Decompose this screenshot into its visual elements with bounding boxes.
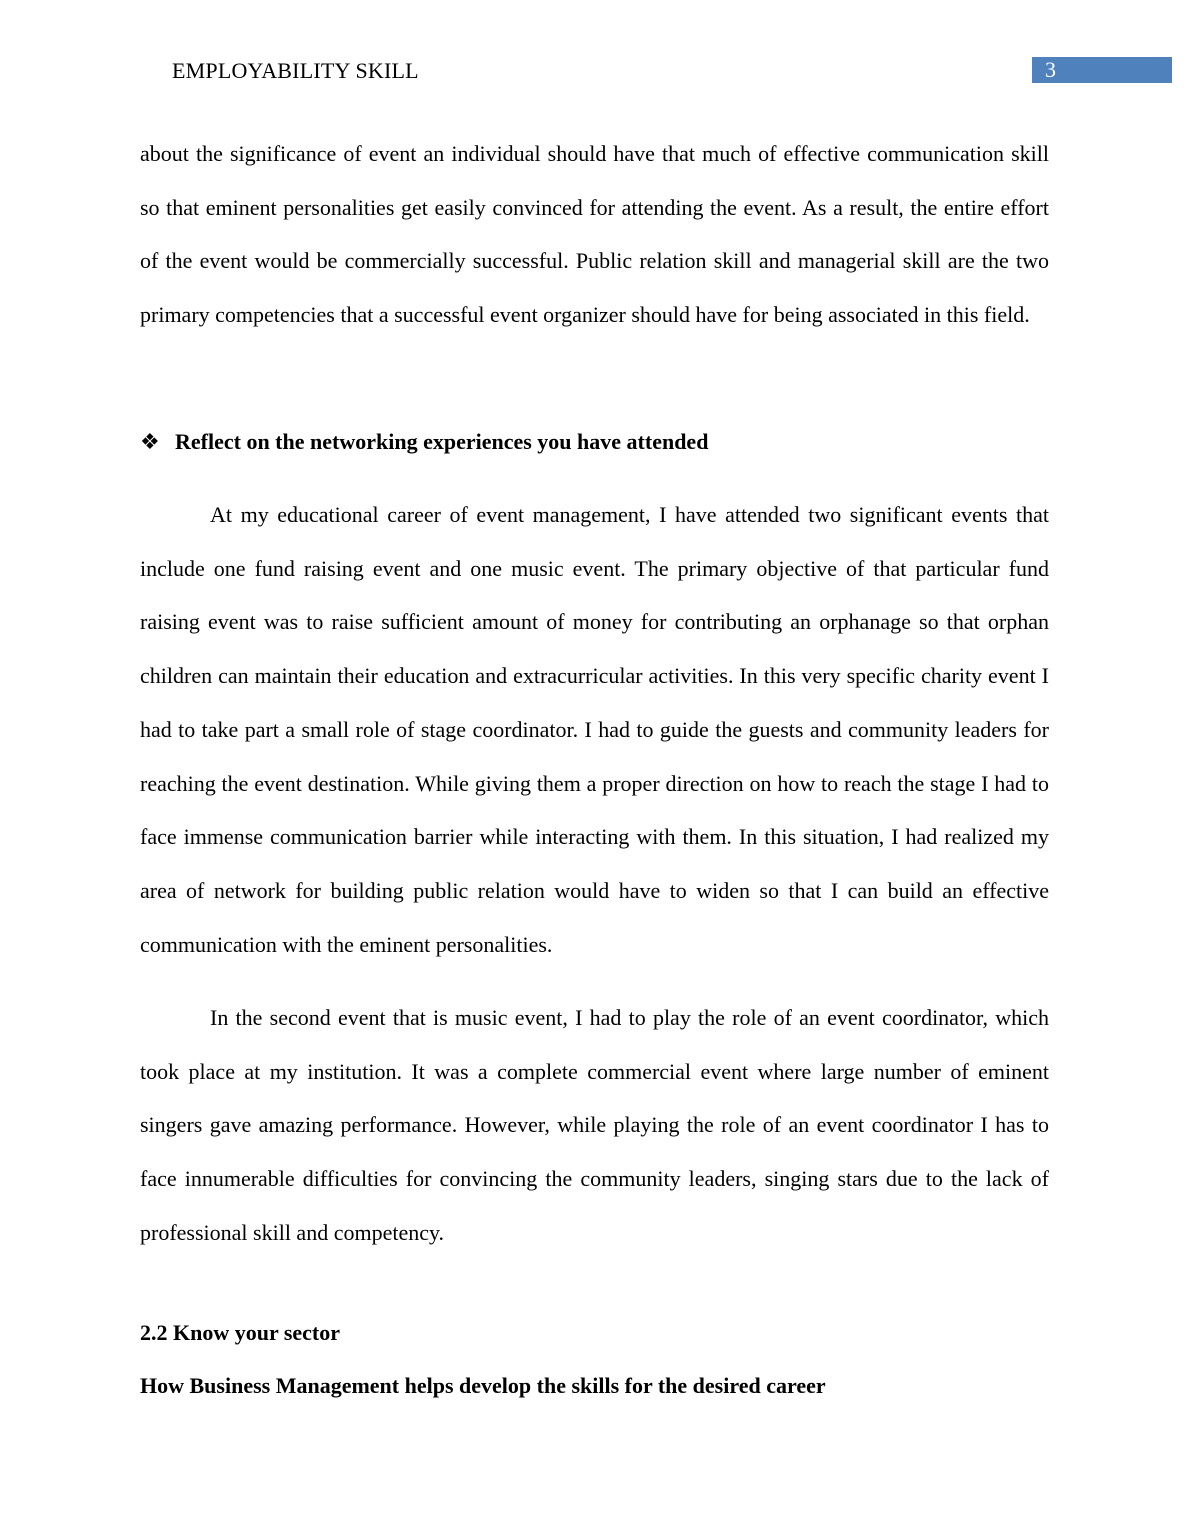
page-number-badge xyxy=(1032,57,1172,83)
body-paragraph-1: about the significance of event an individual should have that much of effective communication skill so that eminent personalities get easily convinced for attending the event. As a result, the entire effort of the event would be commercially successful. Public relation skill and managerial skill are the two primary competencies that a successful event organizer should have for being associated in this field. xyxy=(140,141,1049,328)
bullet-heading xyxy=(140,426,708,458)
page-number: 3 xyxy=(1045,57,1056,82)
diamond-bullet-icon: ❖ xyxy=(140,429,160,454)
body-paragraph-3: In the second event that is music event, I had to play the role of an event coordinator, which took place at my institution. It was a complete commercial event where large number of eminent singers gave amazing performance. However, while playing the role of an event coordinator I has to face innumerable difficulties for convincing the community leaders, singing stars due to the lack of professional skill and competency. xyxy=(140,1005,1049,1245)
sub-heading: How Business Management helps develop the skills for the desired career xyxy=(140,1373,826,1398)
running-header-title: EMPLOYABILITY SKILL xyxy=(172,58,419,83)
bullet-heading-text: Reflect on the networking experiences you have attended xyxy=(175,429,709,454)
section-heading: 2.2 Know your sector xyxy=(140,1320,341,1345)
body-paragraph-2: At my educational career of event management, I have attended two significant events that include one fund raising event and one music event. The primary objective of that particular fund raising event was to raise sufficient amount of money for contributing an orphanage so that orphan children can maintain their education and extracurricular activities. In this very specific charity event I had to take part a small role of stage coordinator. I had to guide the guests and community leaders for reaching the event destination. While giving them a proper direction on how to reach the stage I had to face immense communication barrier while interacting with them. In this situation, I had realized my area of network for building public relation would have to widen so that I can build an effective communication with the eminent personalities. xyxy=(140,502,1049,957)
